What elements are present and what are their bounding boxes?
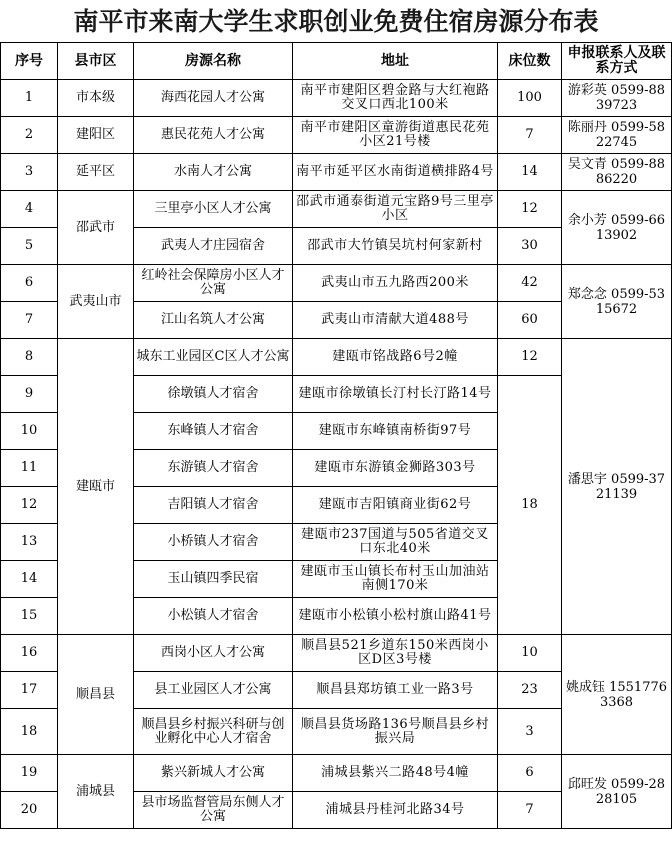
row-address: 建瓯市东峰镇南桥街97号	[293, 413, 498, 450]
header-contact: 申报联系人及联系方式	[562, 43, 672, 80]
row-address: 建瓯市237国道与505省道交叉口东北40米	[293, 524, 498, 561]
row-address: 顺昌县521乡道东150米西岗小区D区3号楼	[293, 635, 498, 672]
header-county: 县市区	[58, 43, 134, 80]
row-no: 14	[1, 561, 58, 598]
row-address: 武夷山市五九路西200米	[293, 265, 498, 302]
row-name: 县工业园区人才公寓	[134, 672, 293, 709]
row-name: 东游镇人才宿舍	[134, 450, 293, 487]
header-name: 房源名称	[134, 43, 293, 80]
row-name: 东峰镇人才宿舍	[134, 413, 293, 450]
row-no: 5	[1, 228, 58, 265]
row-no: 7	[1, 302, 58, 339]
row-beds: 12	[498, 191, 562, 228]
row-contact: 吴文青 0599-8886220	[562, 154, 672, 191]
row-beds: 7	[498, 792, 562, 829]
row-contact: 邱旺发 0599-2828105	[562, 755, 672, 829]
row-address: 南平市延平区水南街道横排路4号	[293, 154, 498, 191]
row-name: 惠民花苑人才公寓	[134, 117, 293, 154]
row-name: 紫兴新城人才公寓	[134, 755, 293, 792]
table-row	[1, 339, 672, 376]
row-contact: 余小芳 0599-6613902	[562, 191, 672, 265]
row-county: 延平区	[58, 154, 134, 191]
row-name: 小桥镇人才宿舍	[134, 524, 293, 561]
row-name: 吉阳镇人才宿舍	[134, 487, 293, 524]
row-name: 江山名筑人才公寓	[134, 302, 293, 339]
row-address: 建瓯市铭战路6号2幢	[293, 339, 498, 376]
row-no: 9	[1, 376, 58, 413]
row-address: 浦城县丹桂河北路34号	[293, 792, 498, 829]
row-county: 浦城县	[58, 755, 134, 829]
table-row	[1, 154, 672, 191]
row-name: 红岭社会保障房小区人才公寓	[134, 265, 293, 302]
row-beds: 30	[498, 228, 562, 265]
row-no: 4	[1, 191, 58, 228]
row-county: 武夷山市	[58, 265, 134, 339]
row-beds: 6	[498, 755, 562, 792]
row-beds: 12	[498, 339, 562, 376]
row-address: 南平市建阳区碧金路与大红袍路交叉口西北100米	[293, 80, 498, 117]
row-name: 西岗小区人才公寓	[134, 635, 293, 672]
row-no: 17	[1, 672, 58, 709]
row-beds: 23	[498, 672, 562, 709]
row-beds: 100	[498, 80, 562, 117]
row-name: 顺昌县乡村振兴科研与创业孵化中心人才宿舍	[134, 709, 293, 755]
table-row	[1, 117, 672, 154]
row-beds: 3	[498, 709, 562, 755]
row-beds: 60	[498, 302, 562, 339]
housing-table	[0, 42, 672, 829]
row-name: 三里亭小区人才公寓	[134, 191, 293, 228]
row-name: 徐墩镇人才宿舍	[134, 376, 293, 413]
row-county: 顺昌县	[58, 635, 134, 755]
table-row	[1, 191, 672, 228]
row-address: 武夷山市清献大道488号	[293, 302, 498, 339]
row-no: 3	[1, 154, 58, 191]
row-address: 顺昌县郑坊镇工业一路3号	[293, 672, 498, 709]
row-county: 建瓯市	[58, 339, 134, 635]
row-address: 建瓯市小松镇小松村旗山路41号	[293, 598, 498, 635]
row-beds: 7	[498, 117, 562, 154]
row-no: 1	[1, 80, 58, 117]
row-address: 南平市建阳区童游街道惠民花苑小区21号楼	[293, 117, 498, 154]
row-beds: 14	[498, 154, 562, 191]
row-contact: 陈丽丹 0599-5822745	[562, 117, 672, 154]
row-address: 建瓯市玉山镇长布村玉山加油站南侧170米	[293, 561, 498, 598]
row-name: 水南人才公寓	[134, 154, 293, 191]
row-name: 海西花园人才公寓	[134, 80, 293, 117]
row-no: 15	[1, 598, 58, 635]
row-address: 邵武市大竹镇吴坑村何家新村	[293, 228, 498, 265]
header-row	[1, 43, 672, 80]
row-address: 建瓯市吉阳镇商业街62号	[293, 487, 498, 524]
row-no: 2	[1, 117, 58, 154]
row-county: 市本级	[58, 80, 134, 117]
row-no: 13	[1, 524, 58, 561]
row-contact: 游彩英 0599-8839723	[562, 80, 672, 117]
page-title: 南平市来南大学生求职创业免费住宿房源分布表	[73, 7, 599, 36]
row-no: 11	[1, 450, 58, 487]
row-address: 建瓯市东游镇金狮路303号	[293, 450, 498, 487]
table-row	[1, 80, 672, 117]
row-address: 顺昌县货场路136号顺昌县乡村振兴局	[293, 709, 498, 755]
table-row	[1, 755, 672, 792]
header-beds: 床位数	[498, 43, 562, 80]
row-no: 8	[1, 339, 58, 376]
row-name: 武夷人才庄园宿舍	[134, 228, 293, 265]
row-county: 邵武市	[58, 191, 134, 265]
row-no: 20	[1, 792, 58, 829]
header-no: 序号	[1, 43, 58, 80]
row-contact: 姚成钰 15517763368	[562, 635, 672, 755]
row-name: 玉山镇四季民宿	[134, 561, 293, 598]
row-address: 建瓯市徐墩镇长汀村长汀路14号	[293, 376, 498, 413]
row-beds: 10	[498, 635, 562, 672]
row-name: 小松镇人才宿舍	[134, 598, 293, 635]
row-no: 18	[1, 709, 58, 755]
row-no: 10	[1, 413, 58, 450]
header-address: 地址	[293, 43, 498, 80]
row-beds: 18	[498, 376, 562, 635]
row-no: 12	[1, 487, 58, 524]
row-no: 16	[1, 635, 58, 672]
row-contact: 潘思宇 0599-3721139	[562, 339, 672, 635]
table-row	[1, 265, 672, 302]
row-address: 邵武市通泰街道元宝路9号三里亭小区	[293, 191, 498, 228]
row-no: 6	[1, 265, 58, 302]
table-row	[1, 635, 672, 672]
row-name: 城东工业园区C区人才公寓	[134, 339, 293, 376]
row-address: 浦城县紫兴二路48号4幢	[293, 755, 498, 792]
row-name: 县市场监督管局东侧人才公寓	[134, 792, 293, 829]
row-contact: 郑念念 0599-5315672	[562, 265, 672, 339]
row-beds: 42	[498, 265, 562, 302]
row-no: 19	[1, 755, 58, 792]
row-county: 建阳区	[58, 117, 134, 154]
